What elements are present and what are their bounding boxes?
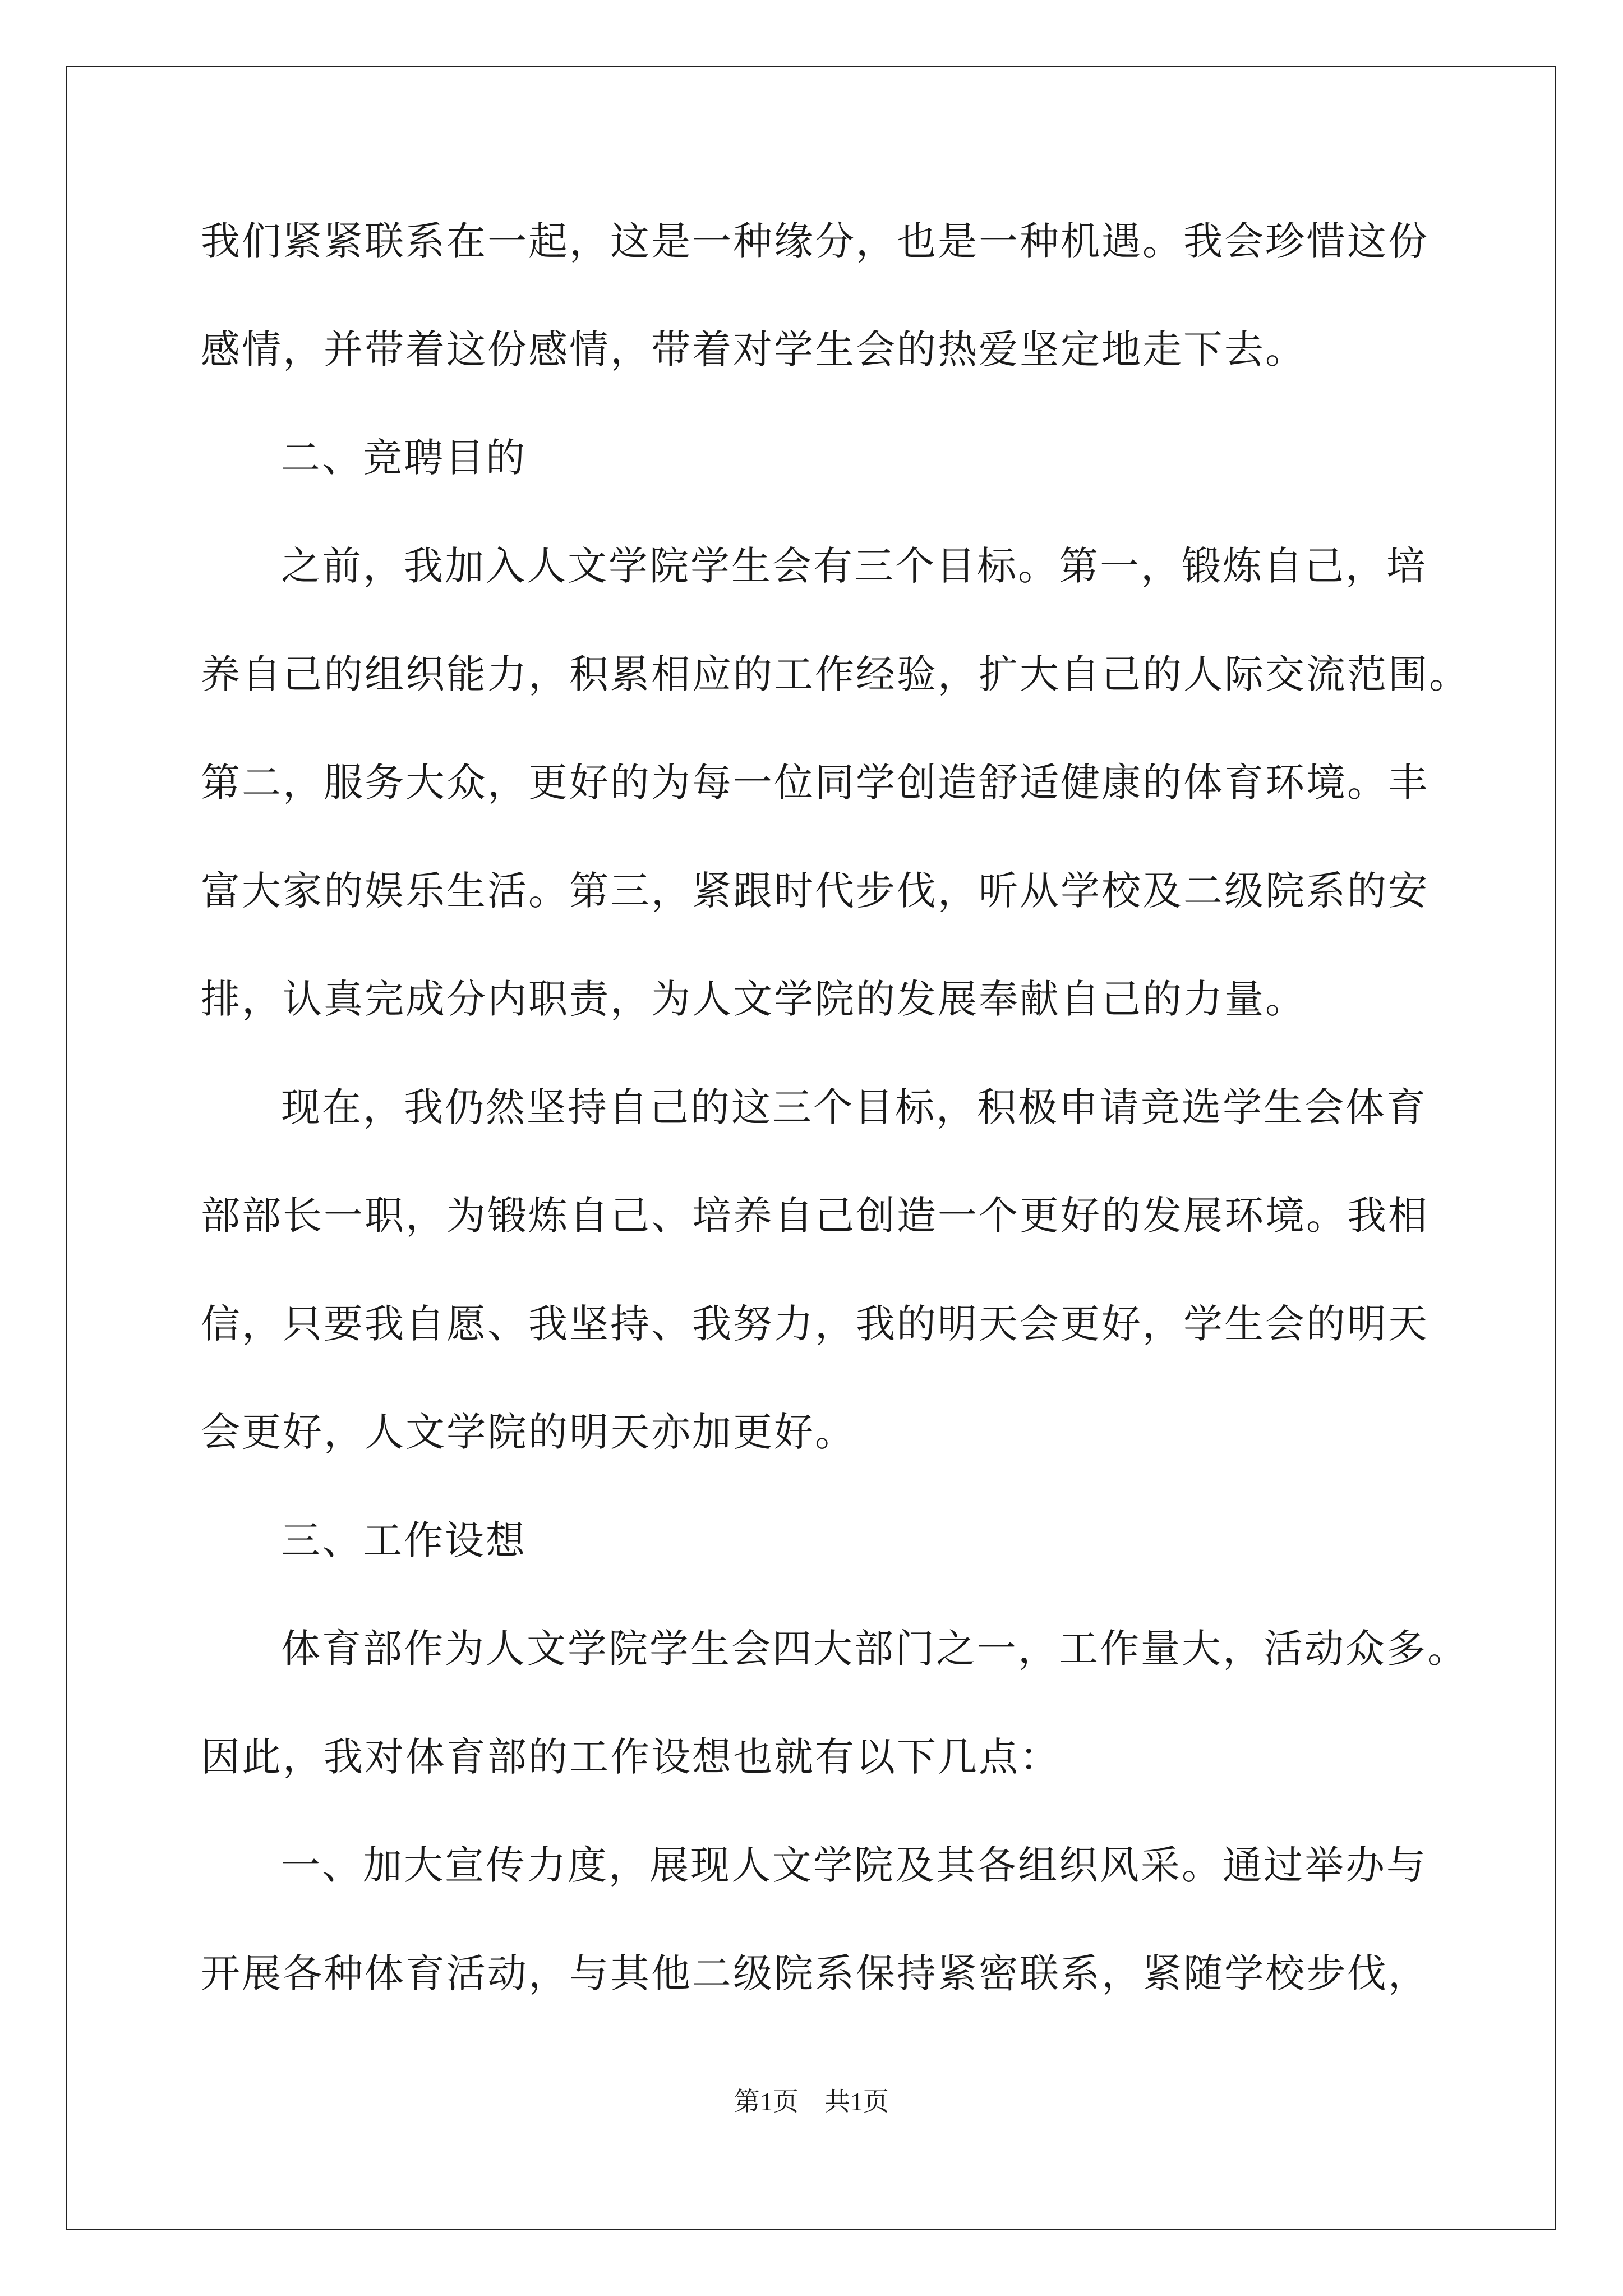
text-line: 信，只要我自愿、我坚持、我努力，我的明天会更好，学生会的明天 [201,1301,1429,1347]
text-line: 部部长一职，为锻炼自己、培养自己创造一个更好的发展环境。我相 [201,1193,1429,1239]
text-line: 一、加大宣传力度，展现人文学院及其各组织风采。通过举办与 [281,1842,1427,1888]
text-line: 我们紧紧联系在一起，这是一种缘分，也是一种机遇。我会珍惜这份 [201,218,1429,264]
page-footer: 第1页 共1页 [734,2087,889,2116]
section-heading: 三、工作设想 [281,1517,527,1563]
text-line: 体育部作为人文学院学生会四大部门之一，工作量大，活动众多。 [281,1626,1468,1672]
text-line: 之前，我加入人文学院学生会有三个目标。第一，锻炼自己，培 [281,543,1427,589]
text-line: 因此，我对体育部的工作设想也就有以下几点： [201,1734,1061,1780]
text-line: 养自己的组织能力，积累相应的工作经验，扩大自己的人际交流范围。 [201,651,1470,697]
section-heading: 二、竞聘目的 [281,435,527,481]
text-line: 排，认真完成分内职责，为人文学院的发展奉献自己的力量。 [201,976,1306,1022]
text-line: 富大家的娱乐生活。第三，紧跟时代步伐，听从学校及二级院系的安 [201,868,1429,914]
text-line: 现在，我仍然坚持自己的这三个目标，积极申请竞选学生会体育 [281,1084,1427,1130]
text-line: 会更好，人文学院的明天亦加更好。 [201,1409,856,1455]
text-line: 开展各种体育活动，与其他二级院系保持紧密联系，紧随学校步伐， [201,1950,1429,1996]
text-line: 感情，并带着这份感情，带着对学生会的热爱坚定地走下去。 [201,326,1306,372]
document-body [201,213,1470,2054]
text-line: 第二，服务大众，更好的为每一位同学创造舒适健康的体育环境。丰 [201,760,1429,806]
